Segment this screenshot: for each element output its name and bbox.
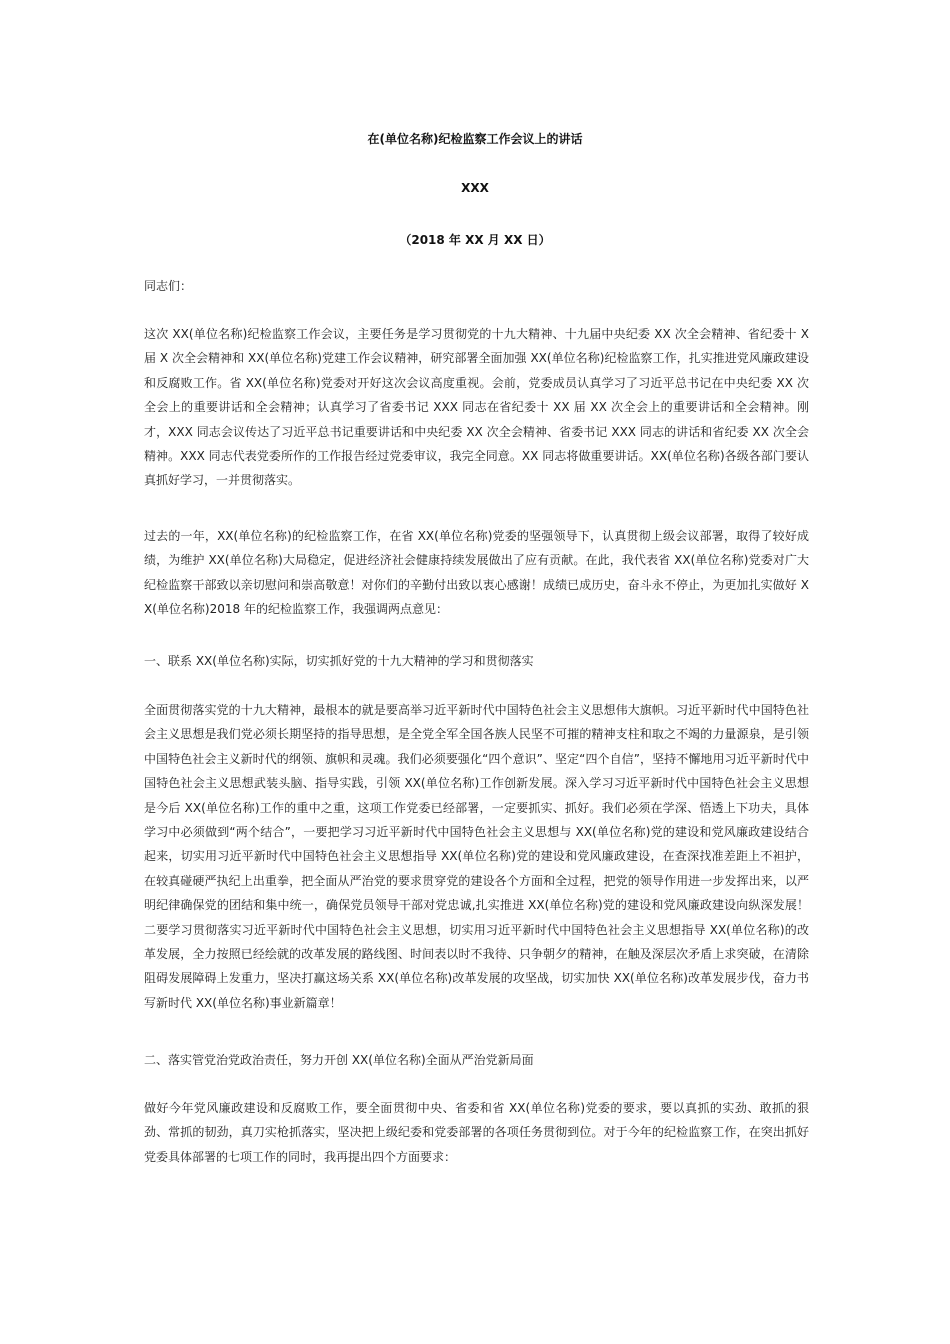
document-author: XXX [461,181,489,195]
greeting: 同志们： [144,279,193,293]
document-date: （2018 年 XX 月 XX 日） [399,233,551,247]
paragraph-section-1: 全面贯彻落实党的十九大精神，最根本的就是要高举习近平新时代中国特色社会主义思想伟大旗帜。习近平新时代中国特色社会主义思想是我们党必须长期坚持的指导思想，是全党全军全国各族人民坚不可摧的精神支柱和取之不竭的力量源泉，是引领中国特色社会主义新时代的纲领、旗帜和灵魂。我们必须要强化“四个意识”、坚定“四个自信”，坚持不懈地用习近平新时代中国特色社会主义思想武装头脑、指导实践，引领 XX(单位名称)工作创新发展。深入学习习近平新时代中国特色社会主义思想是今后 XX(单位名称)工作的重中之重，这项工作党委已经部署，一定要抓实、抓好。我们必须在学深、悟透上下功夫，具体学习中必须做到“两个结合”，一要把学习习近平新时代中国特色社会主义思想与 XX(单位名称)党的建设和党风廉政建设结合起来，切实用习近平新时代中国特色社会主义思想指导 XX(单位名称)党的建设和党风廉政建设，在查深找准差距上不袒护，在较真碰硬严执纪上出重拳，把全面从严治党的要求贯穿党的建设各个方面和全过程，把党的领导作用进一步发挥出来，以严明纪律确保党的团结和集中统一，确保党员领导干部对党忠诚,扎实推进 XX(单位名称)党的建设和党风廉政建设向纵深发展！二要学习贯彻落实习近平新时代中国特色社会主义思想，切实用习近平新时代中国特色社会主义思想指导 XX(单位名称)的改革发展，全力按照已经绘就的改革发展的路线图、时间表以时不我待、只争朝夕的精神，在触及深层次矛盾上求突破，在清除阻碍发展障碍上发重力，坚决打赢这场关系 XX(单位名称)改革发展的攻坚战，切实加快 XX(单位名称)改革发展步伐，奋力书写新时代 XX(单位名称)事业新篇章！ [144,703,809,1010]
section-heading-2: 二、落实管党治党政治责任，努力开创 XX(单位名称)全面从严治党新局面 [144,1053,534,1067]
paragraph-section-2: 做好今年党风廉政建设和反腐败工作，要全面贯彻中央、省委和省 XX(单位名称)党委的要求，要以真抓的实劲、敢抓的狠劲、常抓的韧劲，真刀实枪抓落实，坚决把上级纪委和党委部署的各项任务贯彻到位。对于今年的纪检监察工作，在突出抓好党委具体部署的七项工作的同时，我再提出四个方面要求： [144,1101,809,1164]
section-heading-1: 一、联系 XX(单位名称)实际，切实抓好党的十九大精神的学习和贯彻落实 [144,654,534,668]
paragraph-review: 过去的一年，XX(单位名称)的纪检监察工作，在省 XX(单位名称)党委的坚强领导下，认真贯彻上级会议部署，取得了较好成绩，为维护 XX(单位名称)大局稳定，促进经济社会健康持续发展做出了应有贡献。在此，我代表省 XX(单位名称)党委对广大纪检监察干部致以亲切慰问和崇高敬意！对你们的辛勤付出致以衷心感谢！成绩已成历史，奋斗永不停止，为更加扎实做好 XX(单位名称)2018 年的纪检监察工作，我强调两点意见： [144,529,809,617]
document-title: 在(单位名称)纪检监察工作会议上的讲话 [367,132,583,146]
paragraph-opening: 这次 XX(单位名称)纪检监察工作会议，主要任务是学习贯彻党的十九大精神、十九届中央纪委 XX 次全会精神、省纪委十 X 届 X 次全会精神和 XX(单位名称)党建工作会议精神，研究部署全面加强 XX(单位名称)纪检监察工作，扎实推进党风廉政建设和反腐败工作。省 XX(单位名称)党委对开好这次会议高度重视。会前，党委成员认真学习了习近平总书记在中央纪委 XX 次全会上的重要讲话和全会精神；认真学习了省委书记 XXX 同志在省纪委十 XX 届 XX 次全会上的重要讲话和全会精神。刚才，XXX 同志会议传达了习近平总书记重要讲话和中央纪委 XX 次全会精神、省委书记 XXX 同志的讲话和省纪委 XX 次全会精神。XXX 同志代表党委所作的工作报告经过党委审议，我完全同意。XX 同志将做重要讲话。XX(单位名称)各级各部门要认真抓好学习，一并贯彻落实。 [144,327,809,488]
